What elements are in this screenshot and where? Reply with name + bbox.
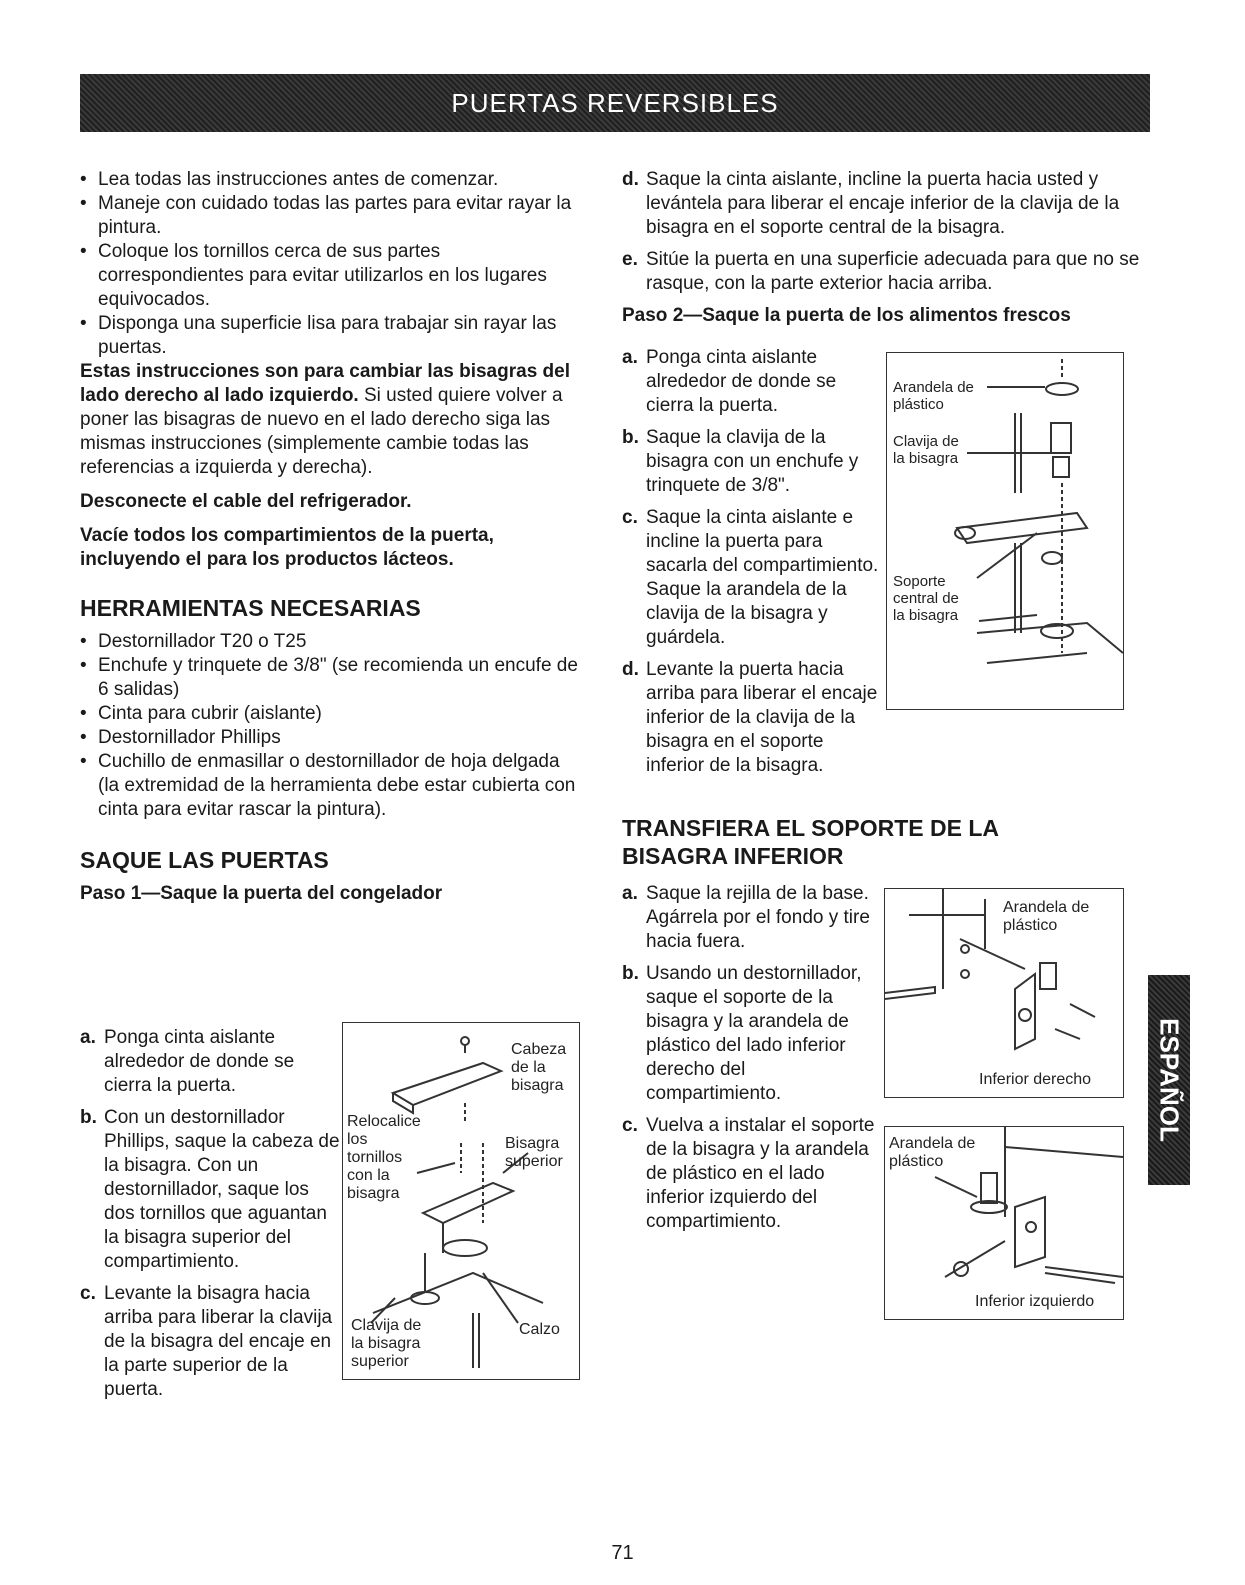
transfer-section [622, 814, 1142, 878]
section-title: PUERTAS REVERSIBLES [451, 88, 779, 118]
bullet-item: • Lea todas las instrucciones antes de comenzar. [80, 168, 580, 192]
label-clavija: Clavija de la bisagra [893, 433, 959, 467]
figure-caption: Inferior derecho [979, 1071, 1092, 1088]
step-item [622, 168, 1142, 240]
intro-paragraph [80, 360, 580, 480]
section-banner [80, 74, 1150, 132]
tool-item: • Destornillador Phillips [80, 726, 580, 750]
label-arandela: Arandela de plástico [893, 379, 974, 413]
step-text: Sitúe la puerta en una superficie adecuada para que no se rasque, con la parte exterior hacia arriba. [646, 249, 1140, 294]
step-text: Usando un destornillador, saque el soporte de la bisagra y la arandela de plástico del lado inferior derecho del compartimiento. [646, 963, 862, 1104]
step-letter: b. [80, 1107, 97, 1128]
tool-item: • Cinta para cubrir (aislante) [80, 702, 580, 726]
step-letter: d. [622, 169, 639, 190]
step2-list [622, 346, 884, 786]
figure-lower-left [884, 1126, 1124, 1320]
step-letter: c. [622, 1115, 638, 1136]
label-cabeza: Cabeza de la bisagra [511, 1041, 567, 1094]
step-item [622, 426, 884, 498]
step-text: Saque la cinta aislante, incline la puerta hacia usted y levántela para liberar el encaje inferior de la clavija de la bisagra en el soporte central de la bisagra. [646, 169, 1120, 238]
figure-top-hinge [342, 1022, 580, 1380]
label-clavija: Clavija de la bisagra superior [351, 1317, 422, 1370]
label-soporte: Soporte central de la bisagra [893, 573, 959, 624]
tool-item: • Cuchillo de enmasillar o destornillador de hoja delgada (la extremidad de la herramienta debe estar cubierta con cinta para evitar rascar la pintura). [80, 750, 580, 822]
step-letter: d. [622, 659, 639, 680]
figure-caption: Inferior izquierdo [975, 1293, 1095, 1310]
label-bisagra-superior: Bisagra superior [505, 1135, 563, 1170]
label-relocalice: Relocalice los tornillos con la bisagra [347, 1113, 421, 1202]
step-item [622, 346, 884, 418]
step-letter: c. [80, 1283, 96, 1304]
step-letter: b. [622, 427, 639, 448]
step1-list [80, 1026, 342, 1410]
bullet-item: • Coloque los tornillos cerca de sus partes correspondientes para evitar utilizarlos en los lugares equivocados. [80, 240, 580, 312]
step-text: Saque la cinta aislante e incline la puerta para sacarla del compartimiento. Saque la arandela de la clavija de la bisagra y guárdela. [646, 507, 879, 648]
step-letter: a. [80, 1027, 96, 1048]
left-column [80, 168, 580, 918]
step-letter: a. [622, 883, 638, 904]
step-item [622, 1114, 884, 1234]
step-item [80, 1282, 342, 1402]
intro-text: Si usted quiere volver a poner las bisagras de nuevo en el lado derecho siga las mismas instrucciones (simplemente cambie todas las referencias a izquierda y derecha). [80, 385, 563, 478]
disconnect-note: Desconecte el cable del refrigerador. [80, 491, 412, 512]
figure-central-hinge [886, 352, 1124, 710]
step-item [80, 1106, 342, 1274]
language-tab-label: ESPAÑOL [1154, 1018, 1185, 1142]
step-item [622, 658, 884, 778]
step-letter: a. [622, 347, 638, 368]
transfer-list [622, 882, 884, 1242]
figure-lower-right [884, 888, 1124, 1098]
doors-heading: SAQUE LAS PUERTAS [80, 847, 329, 873]
step-letter: b. [622, 963, 639, 984]
step-letter: e. [622, 249, 638, 270]
step-text: Saque la clavija de la bisagra con un enchufe y trinquete de 3/8". [646, 427, 859, 496]
step-item [80, 1026, 342, 1098]
step-text: Levante la puerta hacia arriba para liberar el encaje inferior de la clavija de la bisagra en el soporte inferior de la bisagra. [646, 659, 878, 776]
step-text: Levante la bisagra hacia arriba para liberar la clavija de la bisagra del encaje en la parte superior de la puerta. [104, 1283, 333, 1400]
page-number: 71 [611, 1542, 634, 1564]
step-letter: c. [622, 507, 638, 528]
step-text: Ponga cinta aislante alrededor de donde se cierra la puerta. [104, 1027, 295, 1096]
intro-bold: Estas instrucciones son para cambiar las bisagras del lado derecho al lado izquierdo. [80, 361, 570, 406]
language-tab [1148, 975, 1190, 1185]
right-column [622, 168, 1142, 328]
label-arandela: Arandela de plástico [1003, 899, 1090, 934]
step-text: Saque la rejilla de la base. Agárrela por el fondo y tire hacia fuera. [646, 883, 870, 952]
tool-item: • Destornillador T20 o T25 [80, 630, 580, 654]
empty-note: Vacíe todos los compartimientos de la puerta, incluyendo el para los productos lácteos. [80, 525, 494, 570]
step2-heading: Paso 2—Saque la puerta de los alimentos frescos [622, 305, 1071, 326]
bullet-item: • Disponga una superficie lisa para trabajar sin rayar las puertas. [80, 312, 580, 360]
step-item [622, 506, 884, 650]
label-arandela: Arandela de plástico [889, 1135, 976, 1170]
step-text: Vuelva a instalar el soporte de la bisagra y la arandela de plástico en el lado inferior izquierdo del compartimiento. [646, 1115, 875, 1232]
step-text: Con un destornillador Phillips, saque la cabeza de la bisagra. Con un destornillador, saque los dos tornillos que aguantan la bisagra superior del compartimiento. [104, 1107, 340, 1272]
step-text: Ponga cinta aislante alrededor de donde se cierra la puerta. [646, 347, 837, 416]
transfer-heading: TRANSFIERA EL SOPORTE DE LA BISAGRA INFERIOR [622, 815, 999, 869]
label-calzo: Calzo [519, 1321, 560, 1338]
bullet-item: • Maneje con cuidado todas las partes para evitar rayar la pintura. [80, 192, 580, 240]
step-item [622, 962, 884, 1106]
step-item [622, 882, 884, 954]
step1-heading: Paso 1—Saque la puerta del congelador [80, 883, 443, 904]
tools-heading: HERRAMIENTAS NECESARIAS [80, 595, 421, 621]
step-item [622, 248, 1142, 296]
tool-item: • Enchufe y trinquete de 3/8" (se recomienda un encufe de 6 salidas) [80, 654, 580, 702]
